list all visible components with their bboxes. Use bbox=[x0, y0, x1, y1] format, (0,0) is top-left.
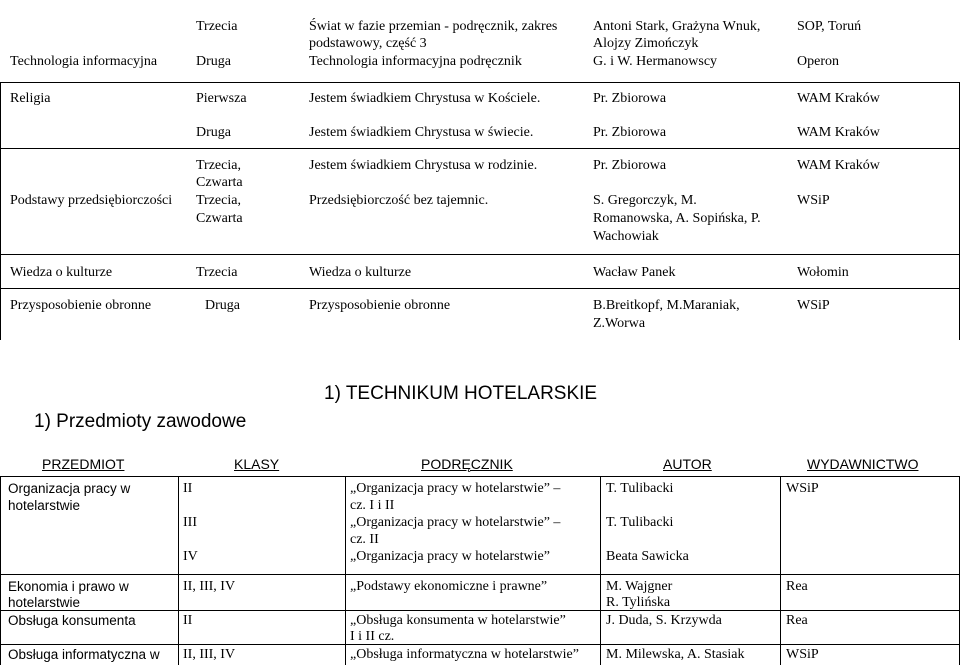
cell-autor: Beata Sawicka bbox=[606, 549, 689, 564]
cell-podrecznik: I i II cz. bbox=[350, 629, 395, 644]
cell-autor: Pr. Zbiorowa bbox=[593, 125, 667, 140]
col-divider bbox=[600, 476, 601, 665]
cell-podrecznik: „Obsługa konsumenta w hotelarstwie” bbox=[350, 613, 566, 628]
cell-podrecznik: Wiedza o kulturze bbox=[309, 265, 412, 280]
cell-przedmiot: hotelarstwie bbox=[8, 498, 81, 513]
cell-podrecznik: „Podstawy ekonomiczne i prawne” bbox=[350, 579, 548, 594]
heading-przedmioty: 1) Przedmioty zawodowe bbox=[34, 411, 247, 432]
cell-przedmiot: Wiedza o kulturze bbox=[10, 265, 113, 280]
cell-autor: M. Milewska, A. Stasiak bbox=[606, 647, 745, 662]
cell-wydawnictwo: Wołomin bbox=[797, 265, 849, 280]
cell-przedmiot: Przysposobienie obronne bbox=[10, 298, 152, 313]
cell-podrecznik: „Obsługa informatyczna w hotelarstwie” bbox=[350, 647, 579, 662]
table-border bbox=[0, 82, 1, 340]
cell-autor: G. i W. Hermanowscy bbox=[593, 54, 718, 69]
cell-autor: Pr. Zbiorowa bbox=[593, 91, 667, 106]
cell-wydawnictwo: WAM Kraków bbox=[797, 91, 880, 106]
cell-klasy: II bbox=[183, 613, 193, 628]
cell-klasa: Trzecia, bbox=[196, 158, 241, 173]
cell-podrecznik: Jestem świadkiem Chrystusa w rodzinie. bbox=[309, 158, 538, 173]
cell-klasy: II, III, IV bbox=[183, 579, 236, 594]
cell-przedmiot: Obsługa informatyczna w bbox=[8, 647, 160, 662]
cell-podrecznik: „Organizacja pracy w hotelarstwie” – bbox=[350, 481, 561, 496]
cell-przedmiot: Ekonomia i prawo w bbox=[8, 579, 129, 594]
cell-autor: T. Tulibacki bbox=[606, 515, 674, 530]
cell-klasa: Trzecia bbox=[196, 19, 238, 34]
cell-wydawnictwo: WAM Kraków bbox=[797, 125, 880, 140]
cell-przedmiot: Technologia informacyjna bbox=[10, 54, 158, 69]
cell-klasy: II bbox=[183, 481, 193, 496]
cell-klasa: Trzecia bbox=[196, 265, 238, 280]
col-divider bbox=[345, 476, 346, 665]
cell-podrecznik: „Organizacja pracy w hotelarstwie” – bbox=[350, 515, 561, 530]
cell-klasy: III bbox=[183, 515, 197, 530]
col-divider bbox=[780, 476, 781, 665]
header-przedmiot: PRZEDMIOT bbox=[42, 456, 125, 472]
row-divider bbox=[0, 82, 960, 83]
col-divider bbox=[178, 476, 179, 665]
cell-autor: Antoni Stark, Grażyna Wnuk, bbox=[593, 19, 761, 34]
row-divider bbox=[0, 254, 960, 255]
cell-przedmiot: Obsługa konsumenta bbox=[8, 613, 136, 628]
cell-wydawnictwo: WSiP bbox=[797, 298, 830, 313]
cell-podrecznik: cz. II bbox=[350, 532, 379, 547]
cell-podrecznik: cz. I i II bbox=[350, 498, 395, 513]
cell-autor: Romanowska, A. Sopińska, P. bbox=[593, 211, 761, 226]
header-autor: AUTOR bbox=[663, 456, 712, 472]
cell-przedmiot: Organizacja pracy w bbox=[8, 481, 131, 496]
row-divider bbox=[0, 644, 960, 645]
cell-przedmiot: hotelarstwie bbox=[8, 595, 81, 610]
cell-wydawnictwo: Operon bbox=[797, 54, 839, 69]
col-divider bbox=[0, 476, 1, 665]
row-divider bbox=[0, 288, 960, 289]
cell-klasy: IV bbox=[183, 549, 198, 564]
cell-autor: J. Duda, S. Krzywda bbox=[606, 613, 722, 628]
cell-podrecznik: Świat w fazie przemian - podręcznik, zakres bbox=[309, 19, 558, 34]
cell-autor: R. Tylińska bbox=[606, 595, 671, 610]
cell-podrecznik: „Organizacja pracy w hotelarstwie” bbox=[350, 549, 550, 564]
cell-klasa: Trzecia, bbox=[196, 193, 241, 208]
cell-autor: Z.Worwa bbox=[593, 316, 646, 331]
cell-wydawnictwo: SOP, Toruń bbox=[797, 19, 862, 34]
cell-wydawnictwo: WSiP bbox=[797, 193, 830, 208]
cell-podrecznik: podstawowy, część 3 bbox=[309, 36, 427, 51]
cell-podrecznik: Technologia informacyjna podręcznik bbox=[309, 54, 522, 69]
cell-klasa: Czwarta bbox=[196, 211, 243, 226]
cell-autor: M. Wajgner bbox=[606, 579, 673, 594]
cell-podrecznik: Przysposobienie obronne bbox=[309, 298, 451, 313]
header-podrecznik: PODRĘCZNIK bbox=[421, 456, 513, 472]
cell-autor: S. Gregorczyk, M. bbox=[593, 193, 697, 208]
row-divider bbox=[0, 476, 960, 477]
row-divider bbox=[0, 574, 960, 575]
cell-klasa: Druga bbox=[205, 298, 240, 313]
cell-autor: Alojzy Zimończyk bbox=[593, 36, 699, 51]
row-divider bbox=[0, 148, 960, 149]
heading-technikum: 1) TECHNIKUM HOTELARSKIE bbox=[324, 383, 598, 404]
cell-wydawnictwo: WAM Kraków bbox=[797, 158, 880, 173]
cell-podrecznik: Jestem świadkiem Chrystusa w Kościele. bbox=[309, 91, 541, 106]
cell-autor: B.Breitkopf, M.Maraniak, bbox=[593, 298, 740, 313]
cell-autor: T. Tulibacki bbox=[606, 481, 674, 496]
header-wydawnictwo: WYDAWNICTWO bbox=[807, 456, 919, 472]
cell-klasa: Druga bbox=[196, 54, 231, 69]
row-divider bbox=[0, 610, 960, 611]
cell-wydawnictwo: Rea bbox=[786, 613, 808, 628]
cell-podrecznik: Przedsiębiorczość bez tajemnic. bbox=[309, 193, 489, 208]
cell-klasa: Czwarta bbox=[196, 175, 243, 190]
cell-autor: Wacław Panek bbox=[593, 265, 676, 280]
cell-klasy: II, III, IV bbox=[183, 647, 236, 662]
cell-klasa: Druga bbox=[196, 125, 231, 140]
cell-wydawnictwo: WSiP bbox=[786, 647, 819, 662]
cell-podrecznik: Jestem świadkiem Chrystusa w świecie. bbox=[309, 125, 534, 140]
cell-autor: Wachowiak bbox=[593, 229, 659, 244]
cell-przedmiot: Podstawy przedsiębiorczości bbox=[10, 193, 173, 208]
cell-wydawnictwo: Rea bbox=[786, 579, 808, 594]
cell-przedmiot: Religia bbox=[10, 91, 51, 106]
header-klasy: KLASY bbox=[234, 456, 280, 472]
cell-autor: Pr. Zbiorowa bbox=[593, 158, 667, 173]
cell-wydawnictwo: WSiP bbox=[786, 481, 819, 496]
cell-klasa: Pierwsza bbox=[196, 91, 247, 106]
